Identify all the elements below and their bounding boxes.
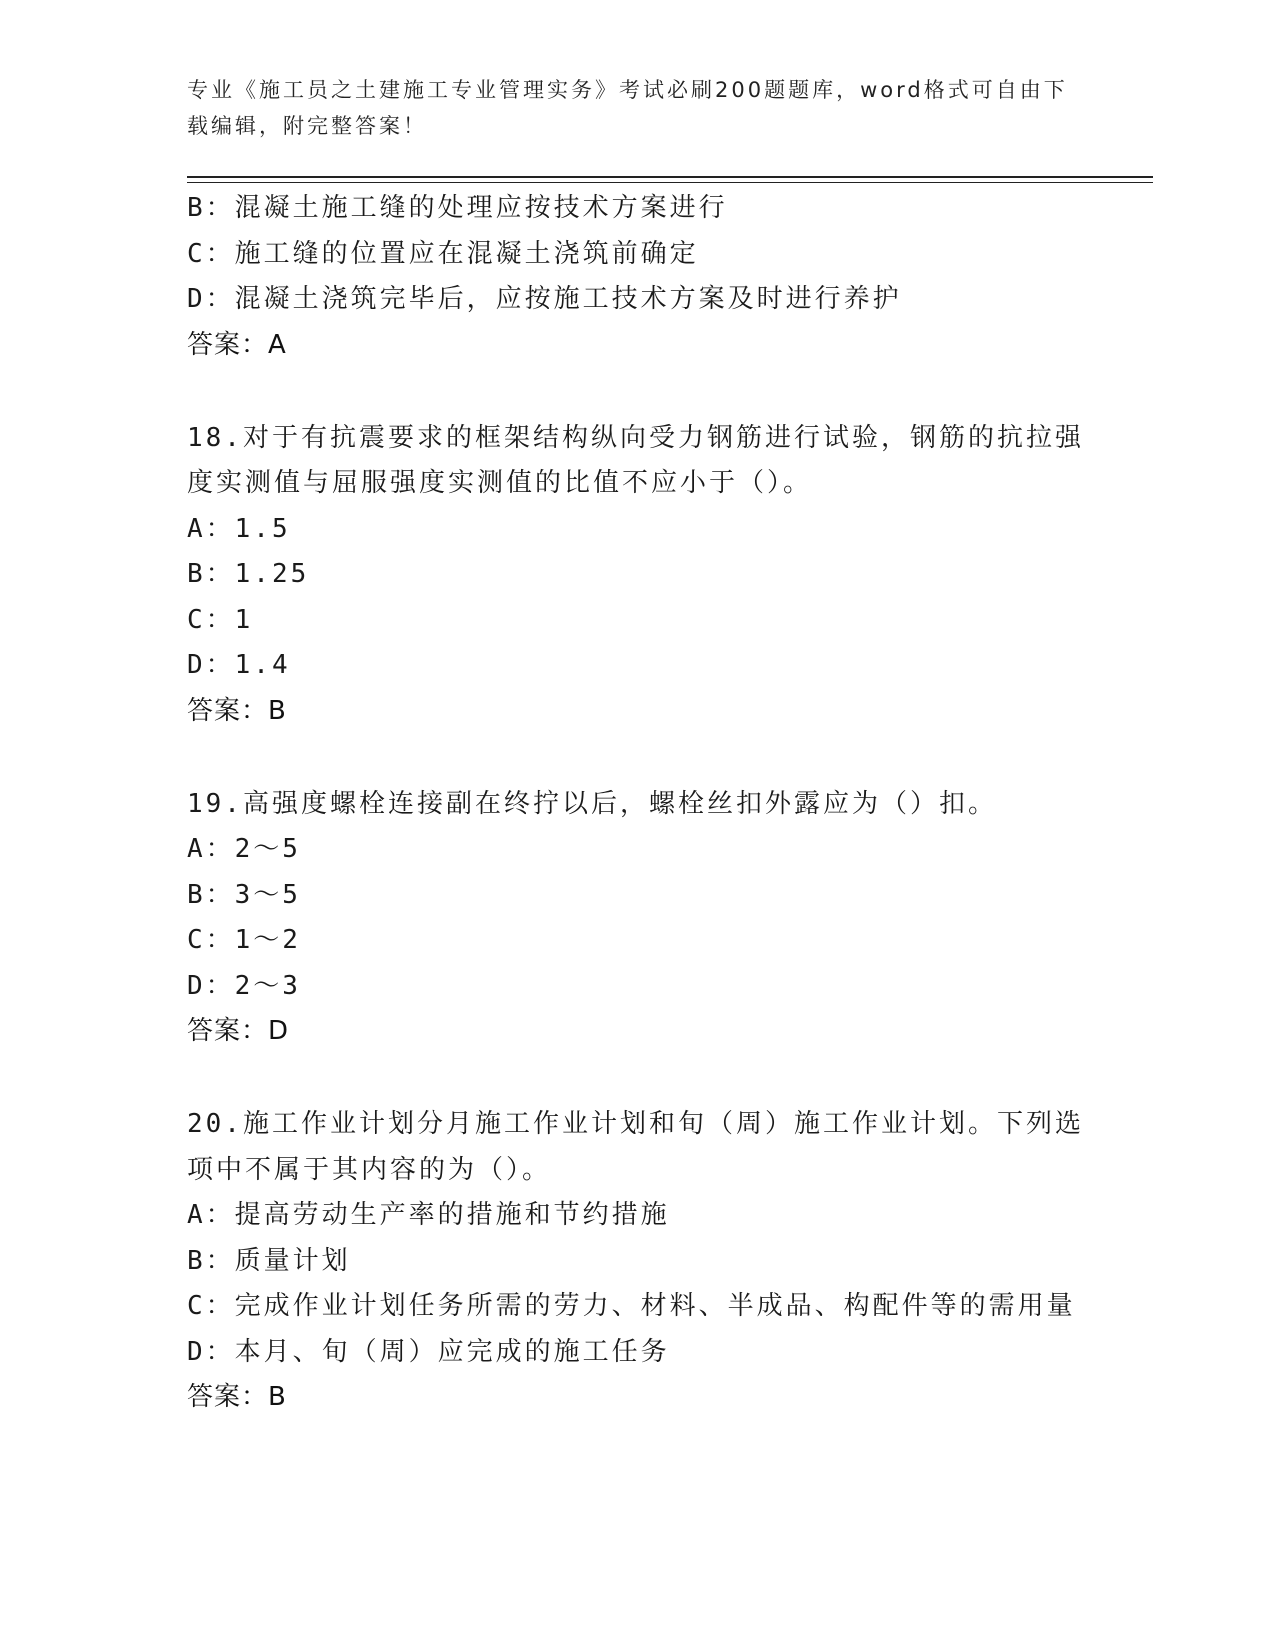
option-b: B：质量计划 (187, 1245, 351, 1276)
page-header: 专业《施工员之土建施工专业管理实务》考试必刷200题题库，word格式可自由下载编辑，附完整答案！ (187, 78, 1068, 138)
question-block-20 (187, 1102, 1087, 1421)
question-block-19 (187, 782, 1087, 1055)
option-a: A：1.5 (187, 513, 291, 544)
header-rule-thin (187, 182, 1153, 183)
answer-line: 答案：B (187, 1382, 287, 1412)
option-a: A：2～5 (187, 834, 301, 864)
answer-line: 答案：A (187, 329, 287, 360)
question-text: 19.高强度螺栓连接副在终拧以后，螺栓丝扣外露应为（）扣。 (187, 788, 997, 819)
option-d: D：混凝土浇筑完毕后，应按施工技术方案及时进行养护 (187, 284, 902, 314)
question-text: 18.对于有抗震要求的框架结构纵向受力钢筋进行试验，钢筋的抗拉强度实测值与屈服强度实测值的比值不应小于（）。 (187, 422, 1084, 498)
answer-line: 答案：B (187, 695, 287, 726)
option-d: D：1.4 (187, 650, 291, 680)
document-body (187, 186, 1087, 1421)
option-c: C：1 (187, 604, 254, 635)
option-b: B：3～5 (187, 879, 301, 910)
question-text: 20.施工作业计划分月施工作业计划和旬（周）施工作业计划。下列选项中不属于其内容的为（）。 (187, 1109, 1084, 1185)
option-b: B：混凝土施工缝的处理应按技术方案进行 (187, 193, 728, 223)
option-b: B：1.25 (187, 559, 310, 589)
option-d: D：本月、旬（周）应完成的施工任务 (187, 1336, 670, 1367)
question-block-17 (187, 186, 1087, 368)
question-block-18 (187, 416, 1087, 735)
option-d: D：2～3 (187, 970, 301, 1001)
option-c: C：施工缝的位置应在混凝土浇筑前确定 (187, 238, 699, 269)
header-rule-thick (187, 176, 1153, 178)
answer-line: 答案：D (187, 1016, 290, 1046)
option-c: C：1～2 (187, 925, 301, 955)
option-a: A：提高劳动生产率的措施和节约措施 (187, 1200, 670, 1230)
option-c: C：完成作业计划任务所需的劳力、材料、半成品、构配件等的需用量 (187, 1291, 1076, 1321)
